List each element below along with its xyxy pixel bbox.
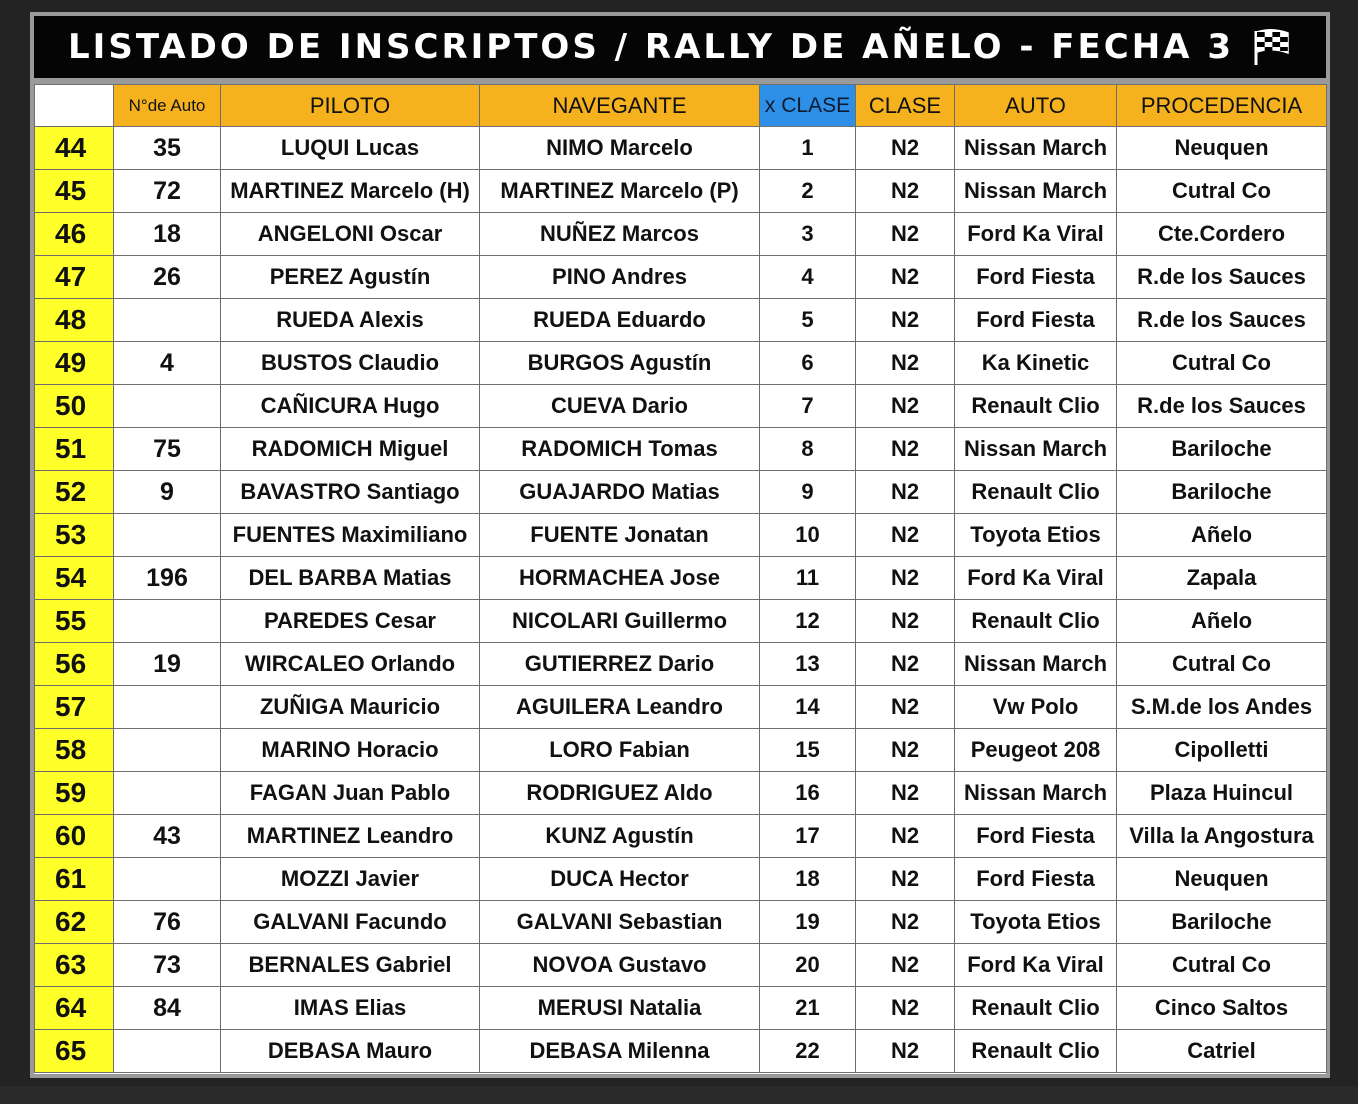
table-row [35,772,1327,815]
row-number: 58 [35,729,114,772]
row-number: 48 [35,299,114,342]
class-name: N2 [856,557,955,600]
row-number: 50 [35,385,114,428]
origin: Zapala [1117,557,1327,600]
navigator-name: RUEDA Eduardo [480,299,760,342]
pilot-name: BUSTOS Claudio [221,342,480,385]
class-name: N2 [856,256,955,299]
navigator-name: KUNZ Agustín [480,815,760,858]
class-name: N2 [856,471,955,514]
pilot-name: MARTINEZ Leandro [221,815,480,858]
class-name: N2 [856,342,955,385]
origin: Cte.Cordero [1117,213,1327,256]
origin: Cutral Co [1117,342,1327,385]
row-number: 46 [35,213,114,256]
header-x-clase: x CLASE [760,85,856,127]
origin: Bariloche [1117,471,1327,514]
class-position: 4 [760,256,856,299]
navigator-name: LORO Fabian [480,729,760,772]
car-model: Renault Clio [955,471,1117,514]
table-row [35,256,1327,299]
class-position: 8 [760,428,856,471]
pilot-name: FAGAN Juan Pablo [221,772,480,815]
table-row [35,557,1327,600]
row-number: 57 [35,686,114,729]
navigator-name: MERUSI Natalia [480,987,760,1030]
origin: R.de los Sauces [1117,385,1327,428]
car-model: Ford Fiesta [955,256,1117,299]
car-number [114,772,221,815]
car-number: 76 [114,901,221,944]
entries-body [35,127,1327,1073]
table-row [35,1030,1327,1073]
header-clase: CLASE [856,85,955,127]
navigator-name: CUEVA Dario [480,385,760,428]
car-model: Peugeot 208 [955,729,1117,772]
class-name: N2 [856,170,955,213]
class-position: 9 [760,471,856,514]
car-number [114,686,221,729]
car-number [114,600,221,643]
header-auto: AUTO [955,85,1117,127]
pilot-name: IMAS Elias [221,987,480,1030]
navigator-name: PINO Andres [480,256,760,299]
class-position: 19 [760,901,856,944]
pilot-name: DEBASA Mauro [221,1030,480,1073]
car-model: Renault Clio [955,600,1117,643]
class-name: N2 [856,944,955,987]
table-row [35,729,1327,772]
class-position: 18 [760,858,856,901]
car-model: Nissan March [955,428,1117,471]
origin: Bariloche [1117,428,1327,471]
bottom-strip [0,1086,1358,1104]
page-title: LISTADO DE INSCRIPTOS / RALLY DE AÑELO - FECHA 3 [68,27,1234,67]
table-row [35,514,1327,557]
class-name: N2 [856,772,955,815]
origin: Villa la Angostura [1117,815,1327,858]
table-row [35,901,1327,944]
table-row [35,428,1327,471]
pilot-name: MARTINEZ Marcelo (H) [221,170,480,213]
row-number: 56 [35,643,114,686]
table-row [35,342,1327,385]
class-position: 2 [760,170,856,213]
row-number: 47 [35,256,114,299]
pilot-name: CAÑICURA Hugo [221,385,480,428]
origin: Cinco Saltos [1117,987,1327,1030]
navigator-name: MARTINEZ Marcelo (P) [480,170,760,213]
row-number: 63 [35,944,114,987]
car-model: Nissan March [955,772,1117,815]
class-position: 11 [760,557,856,600]
row-number: 61 [35,858,114,901]
row-number: 51 [35,428,114,471]
car-number [114,299,221,342]
header-navegante: NAVEGANTE [480,85,760,127]
row-number: 53 [35,514,114,557]
car-number: 35 [114,127,221,170]
class-name: N2 [856,213,955,256]
pilot-name: GALVANI Facundo [221,901,480,944]
car-model: Ford Ka Viral [955,557,1117,600]
pilot-name: RADOMICH Miguel [221,428,480,471]
navigator-name: NIMO Marcelo [480,127,760,170]
car-number: 18 [114,213,221,256]
table-row [35,815,1327,858]
navigator-name: RADOMICH Tomas [480,428,760,471]
class-name: N2 [856,987,955,1030]
pilot-name: WIRCALEO Orlando [221,643,480,686]
class-position: 1 [760,127,856,170]
table-row [35,987,1327,1030]
class-position: 22 [760,1030,856,1073]
table-row [35,600,1327,643]
car-number [114,385,221,428]
class-position: 21 [760,987,856,1030]
car-model: Nissan March [955,127,1117,170]
origin: Cipolletti [1117,729,1327,772]
car-model: Renault Clio [955,385,1117,428]
pilot-name: FUENTES Maximiliano [221,514,480,557]
origin: R.de los Sauces [1117,256,1327,299]
entries-table [34,84,1327,1073]
car-number: 73 [114,944,221,987]
navigator-name: DEBASA Milenna [480,1030,760,1073]
row-number: 49 [35,342,114,385]
class-position: 10 [760,514,856,557]
class-name: N2 [856,815,955,858]
class-position: 5 [760,299,856,342]
pilot-name: BAVASTRO Santiago [221,471,480,514]
table-row [35,299,1327,342]
car-number: 72 [114,170,221,213]
car-model: Toyota Etios [955,514,1117,557]
origin: Neuquen [1117,127,1327,170]
table-row [35,686,1327,729]
class-name: N2 [856,127,955,170]
class-position: 13 [760,643,856,686]
table-row [35,127,1327,170]
row-number: 64 [35,987,114,1030]
row-number: 52 [35,471,114,514]
origin: Cutral Co [1117,643,1327,686]
navigator-name: AGUILERA Leandro [480,686,760,729]
pilot-name: PAREDES Cesar [221,600,480,643]
navigator-name: NOVOA Gustavo [480,944,760,987]
navigator-name: NICOLARI Guillermo [480,600,760,643]
table-row [35,944,1327,987]
row-number: 55 [35,600,114,643]
car-number [114,729,221,772]
origin: Añelo [1117,514,1327,557]
table-row [35,858,1327,901]
checkered-flag-icon [1252,27,1292,67]
car-model: Ford Ka Viral [955,213,1117,256]
header-procedencia: PROCEDENCIA [1117,85,1327,127]
table-row [35,213,1327,256]
class-name: N2 [856,1030,955,1073]
car-model: Nissan March [955,643,1117,686]
class-name: N2 [856,643,955,686]
class-name: N2 [856,299,955,342]
navigator-name: GALVANI Sebastian [480,901,760,944]
car-model: Toyota Etios [955,901,1117,944]
navigator-name: GUAJARDO Matias [480,471,760,514]
pilot-name: BERNALES Gabriel [221,944,480,987]
car-model: Vw Polo [955,686,1117,729]
origin: Cutral Co [1117,944,1327,987]
row-number: 62 [35,901,114,944]
pilot-name: ZUÑIGA Mauricio [221,686,480,729]
header-blank [35,85,114,127]
origin: Neuquen [1117,858,1327,901]
origin: Plaza Huincul [1117,772,1327,815]
car-model: Ford Fiesta [955,858,1117,901]
car-number: 196 [114,557,221,600]
header-nro-auto: N°de Auto [114,85,221,127]
navigator-name: GUTIERREZ Dario [480,643,760,686]
class-name: N2 [856,600,955,643]
table-row [35,471,1327,514]
row-number: 59 [35,772,114,815]
car-number: 4 [114,342,221,385]
origin: S.M.de los Andes [1117,686,1327,729]
origin: Añelo [1117,600,1327,643]
class-position: 15 [760,729,856,772]
car-number: 75 [114,428,221,471]
class-name: N2 [856,729,955,772]
car-number: 84 [114,987,221,1030]
row-number: 54 [35,557,114,600]
car-model: Ford Fiesta [955,299,1117,342]
table-row [35,385,1327,428]
origin: Catriel [1117,1030,1327,1073]
car-number: 26 [114,256,221,299]
origin: R.de los Sauces [1117,299,1327,342]
navigator-name: NUÑEZ Marcos [480,213,760,256]
class-position: 6 [760,342,856,385]
class-position: 7 [760,385,856,428]
row-number: 45 [35,170,114,213]
pilot-name: MOZZI Javier [221,858,480,901]
class-name: N2 [856,901,955,944]
class-name: N2 [856,858,955,901]
car-model: Renault Clio [955,987,1117,1030]
car-number [114,858,221,901]
origin: Cutral Co [1117,170,1327,213]
car-number: 9 [114,471,221,514]
car-model: Renault Clio [955,1030,1117,1073]
navigator-name: DUCA Hector [480,858,760,901]
car-number: 19 [114,643,221,686]
car-model: Ford Ka Viral [955,944,1117,987]
header-row [35,85,1327,127]
pilot-name: RUEDA Alexis [221,299,480,342]
navigator-name: HORMACHEA Jose [480,557,760,600]
class-position: 14 [760,686,856,729]
pilot-name: PEREZ Agustín [221,256,480,299]
car-model: Ford Fiesta [955,815,1117,858]
class-position: 3 [760,213,856,256]
car-model: Nissan March [955,170,1117,213]
table-row [35,643,1327,686]
pilot-name: MARINO Horacio [221,729,480,772]
car-number [114,514,221,557]
class-name: N2 [856,686,955,729]
origin: Bariloche [1117,901,1327,944]
header-piloto: PILOTO [221,85,480,127]
car-number [114,1030,221,1073]
class-name: N2 [856,514,955,557]
navigator-name: FUENTE Jonatan [480,514,760,557]
class-position: 20 [760,944,856,987]
pilot-name: LUQUI Lucas [221,127,480,170]
class-position: 17 [760,815,856,858]
class-position: 16 [760,772,856,815]
car-model: Ka Kinetic [955,342,1117,385]
row-number: 65 [35,1030,114,1073]
navigator-name: BURGOS Agustín [480,342,760,385]
pilot-name: ANGELONI Oscar [221,213,480,256]
table-row [35,170,1327,213]
navigator-name: RODRIGUEZ Aldo [480,772,760,815]
row-number: 60 [35,815,114,858]
car-number: 43 [114,815,221,858]
class-position: 12 [760,600,856,643]
class-name: N2 [856,428,955,471]
class-name: N2 [856,385,955,428]
entries-sheet [34,84,1326,1074]
title-bar [34,16,1326,78]
pilot-name: DEL BARBA Matias [221,557,480,600]
row-number: 44 [35,127,114,170]
